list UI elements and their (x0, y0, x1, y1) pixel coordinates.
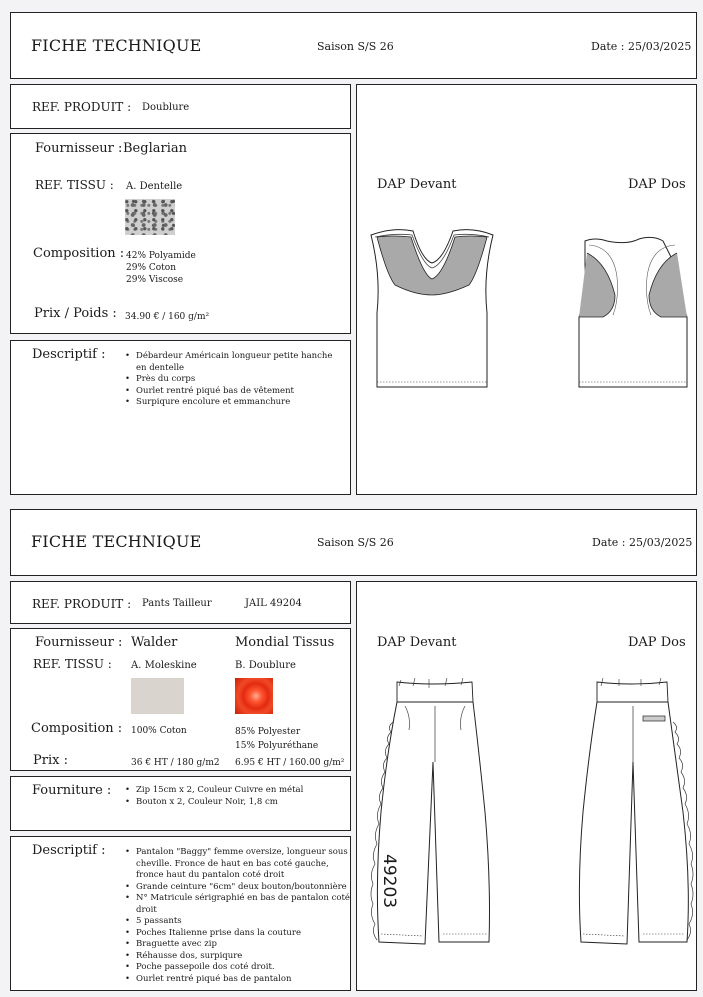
sheet2-descriptif-list (122, 847, 358, 985)
composition-item: 42% Polyamide (126, 251, 196, 261)
sheet2-header (10, 509, 697, 576)
sheet1-price-value: 34.90 € / 160 g/m² (125, 312, 210, 322)
sheet1-ref-box (10, 84, 351, 129)
sheet2-ref-box (10, 581, 351, 624)
descriptif-item: • Pantalon "Baggy" femme oversize, longueur sous cheville. Fronce de haut en bas coté gauche, fronce haut du pantalon coté droit (132, 847, 358, 882)
sheet2-descriptif-box (10, 836, 351, 991)
descriptif-item: • Ourlet rentré piqué bas de pantalon (132, 974, 358, 986)
descriptif-item: • 5 passants (132, 916, 358, 928)
sheet1-descriptif-list (122, 351, 342, 409)
sheet2-fabric-a: A. Moleskine (131, 660, 197, 671)
sheet1-composition-label: Composition : (33, 246, 125, 261)
descriptif-item: • Ourlet rentré piqué bas de vêtement (132, 386, 342, 398)
sheet2-title: FICHE TECHNIQUE (31, 532, 202, 551)
pants-back-drawing (357, 582, 698, 992)
descriptif-item: • Poche passepoile dos coté droit. (132, 962, 358, 974)
descriptif-item: • Débardeur Américain longueur petite hanche en dentelle (132, 351, 342, 374)
sheet1-header (10, 12, 697, 79)
sheet2-fourniture-list (122, 785, 342, 808)
composition-item: 15% Polyuréthane (235, 741, 319, 751)
sheet1-dap-front: DAP Devant (377, 177, 457, 192)
sheet1-descriptif-box (10, 340, 351, 495)
sheet2-dap-front: DAP Devant (377, 635, 457, 650)
tank-top-back-drawing (357, 85, 698, 496)
sheet2-price-label: Prix : (33, 753, 68, 768)
serial-number: 49203 (379, 854, 399, 909)
lace-swatch (125, 199, 175, 235)
sheet2-fabric-b: B. Doublure (235, 660, 296, 671)
sheet1-supplier-label: Fournisseur : (35, 141, 123, 156)
sheet2-season: Saison S/S 26 (317, 536, 394, 549)
sheet2-composition-a: 100% Coton (131, 726, 187, 736)
descriptif-item: • N° Matricule sérigraphié en bas de pantalon coté droit (132, 893, 358, 916)
descriptif-item: • Réhausse dos, surpiqure (132, 951, 358, 963)
sheet1-supplier-value: Beglarian (123, 141, 187, 156)
sheet2-composition-b (235, 725, 318, 753)
sheet2-ref-code: JAIL 49204 (245, 598, 302, 609)
sheet2-date: Date : 25/03/2025 (592, 536, 693, 549)
descriptif-item: • Près du corps (132, 374, 342, 386)
sheet2-fourniture-label: Fourniture : (32, 783, 112, 798)
sheet1-fabric-box (10, 133, 351, 334)
sheet2-composition-label: Composition : (31, 721, 123, 736)
descriptif-item: • Grande ceinture "6cm" deux bouton/boutonnière (132, 882, 358, 894)
sheet1-fabric-value: A. Dentelle (126, 181, 183, 192)
sheet2-price-a: 36 € HT / 180 g/m2 (131, 758, 220, 768)
sheet2-price-b: 6.95 € HT / 160.00 g/m² (235, 758, 345, 768)
sheet2-ref-value: Pants Tailleur (142, 598, 212, 609)
sheet1-date: Date : 25/03/2025 (591, 40, 692, 53)
descriptif-item: • Surpiqure encolure et emmanchure (132, 397, 342, 409)
sheet2-supplier-a: Walder (131, 635, 178, 650)
sheet2-fourniture-box (10, 776, 351, 831)
sheet2-supplier-label: Fournisseur : (35, 635, 123, 650)
doublure-swatch (235, 678, 273, 714)
fourniture-item: • Bouton x 2, Couleur Noir, 1,8 cm (132, 797, 342, 809)
descriptif-item: • Braguette avec zip (132, 939, 358, 951)
sheet2-supplier-b: Mondial Tissus (235, 635, 335, 650)
composition-item: 29% Coton (126, 263, 177, 273)
composition-item: 29% Viscose (126, 275, 184, 285)
sheet1-descriptif-label: Descriptif : (32, 347, 106, 362)
sheet2-dap-back: DAP Dos (628, 635, 686, 650)
sheet2-ref-label: REF. PRODUIT : (32, 597, 132, 611)
sheet2-descriptif-label: Descriptif : (32, 843, 106, 858)
sheet1-season: Saison S/S 26 (317, 40, 394, 53)
sheet1-drawing-box (356, 84, 697, 495)
sheet2-drawing-box (356, 581, 697, 991)
descriptif-item: • Poches Italienne prise dans la couture (132, 928, 358, 940)
sheet1-dap-back: DAP Dos (628, 177, 686, 192)
sheet1-ref-value: Doublure (142, 102, 190, 113)
sheet2-fabric-box (10, 628, 351, 771)
sheet1-ref-label: REF. PRODUIT : (32, 100, 132, 114)
sheet1-price-label: Prix / Poids : (34, 306, 117, 321)
moleskine-swatch (131, 678, 184, 714)
sheet1-fabric-label: REF. TISSU : (35, 178, 114, 192)
sheet2-fabric-label: REF. TISSU : (33, 657, 112, 671)
composition-item: 85% Polyester (235, 727, 301, 737)
sheet1-composition-list (126, 250, 196, 286)
fourniture-item: • Zip 15cm x 2, Couleur Cuivre en métal (132, 785, 342, 797)
sheet1-title: FICHE TECHNIQUE (31, 36, 202, 55)
